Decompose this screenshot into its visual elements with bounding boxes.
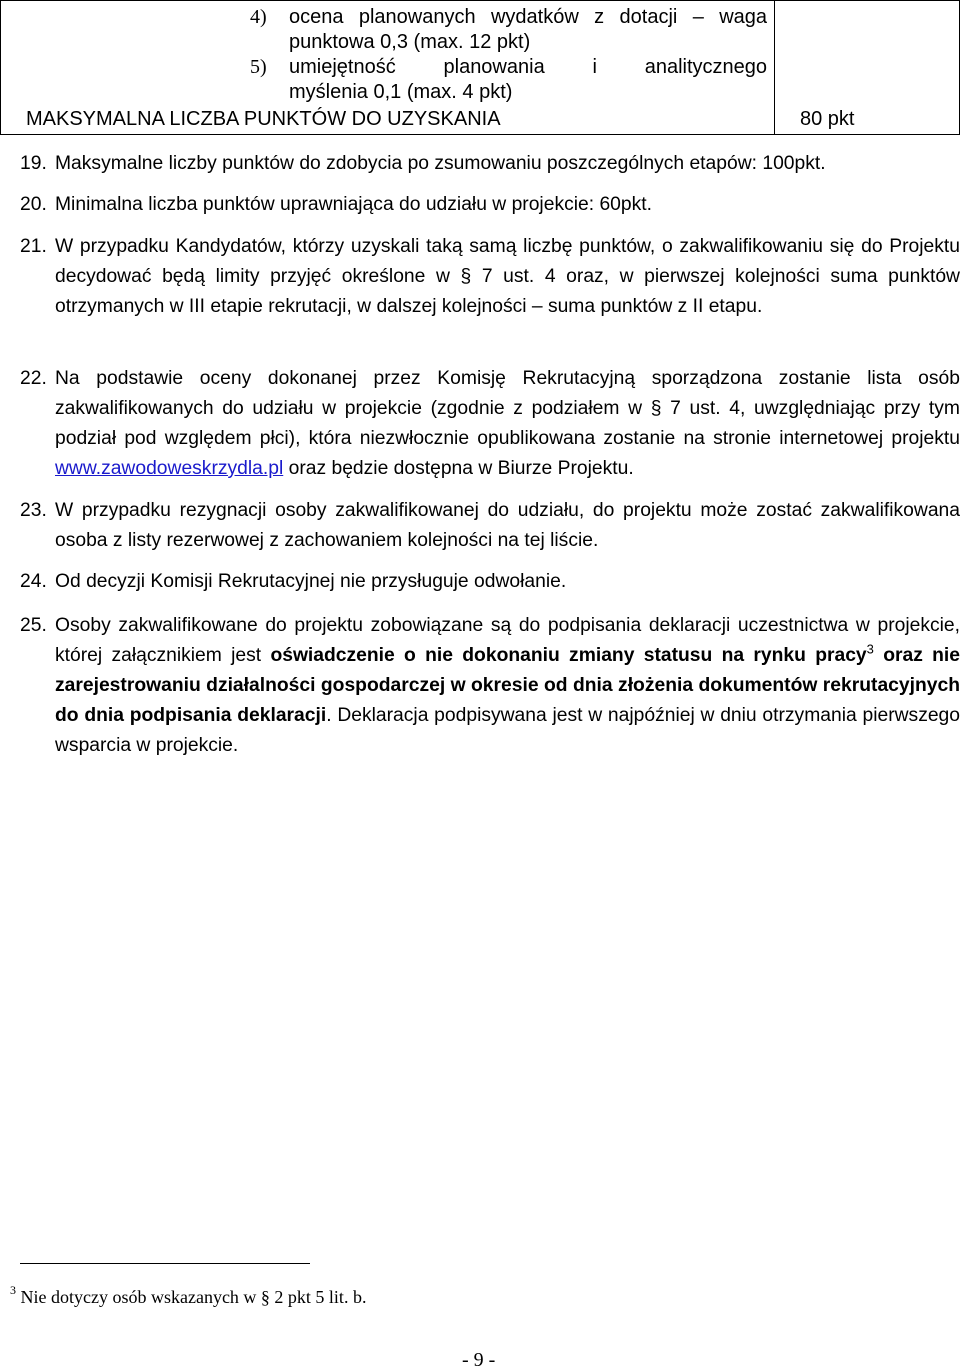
- paragraph-number: 25.: [20, 615, 47, 636]
- max-points-value: 80 pkt: [800, 108, 855, 130]
- paragraph-number: 22.: [20, 368, 47, 389]
- paragraph-text: [55, 611, 960, 761]
- footnote-reference[interactable]: 3: [866, 641, 874, 657]
- footnote-text: Nie dotyczy osób wskazanych w § 2 pkt 5 lit. b.: [16, 1287, 367, 1307]
- criterion-text-line: punktowa 0,3 (max. 12 pkt): [289, 31, 531, 53]
- criterion-text-line: ocena planowanych wydatków z dotacji – waga: [289, 6, 767, 28]
- paragraph-text: Minimalna liczba punktów uprawniająca do udziału w projekcie: 60pkt.: [55, 194, 652, 215]
- bold-statement: oraz nie zarejestrowaniu działalności gospodarczej w okresie od dnia złożenia dokumentów rekrutacyjnych do dnia podpisania deklaracji: [55, 645, 960, 726]
- paragraph-text: [55, 364, 960, 484]
- table-divider: [774, 0, 775, 135]
- paragraph-text-part: Osoby zakwalifikowane do projektu zobowiązane są do podpisania deklaracji uczestnictwa w projekcie, której załącznikiem jest: [55, 615, 960, 666]
- table-border-top: [0, 0, 960, 1]
- project-website-link[interactable]: www.zawodoweskrzydla.pl: [55, 458, 284, 479]
- page-number: - 9 -: [462, 1349, 496, 1371]
- max-points-label: MAKSYMALNA LICZBA PUNKTÓW DO UZYSKANIA: [26, 108, 501, 130]
- paragraph-text: W przypadku rezygnacji osoby zakwalifikowanej do udziału, do projektu może zostać zakwalifikowana osoba z listy rezerwowej z zachowaniem kolejności na tej liście.: [55, 500, 960, 551]
- criterion-item: [250, 55, 770, 105]
- footnote: [10, 1280, 366, 1309]
- criterion-number: 4): [250, 6, 267, 28]
- criterion-number: 5): [250, 56, 267, 78]
- paragraph-number: 19.: [20, 153, 47, 174]
- criterion-item: [250, 5, 770, 55]
- paragraph-text: Od decyzji Komisji Rekrutacyjnej nie przysługuje odwołanie.: [55, 571, 567, 592]
- footnote-number: 3: [10, 1283, 16, 1297]
- paragraph-text: W przypadku Kandydatów, którzy uzyskali taką samą liczbę punktów, o zakwalifikowaniu się do Projektu decydować będą limity przyjęć określone w § 7 ust. 4 oraz, w pierwszej kolejności suma punktów otrzymanych w III etapie rekrutacji, w dalszej kolejności – suma punktów z II etapu.: [55, 236, 960, 317]
- paragraph-number: 23.: [20, 500, 47, 521]
- paragraph-text: Maksymalne liczby punktów do zdobycia po zsumowaniu poszczególnych etapów: 100pkt.: [55, 153, 826, 174]
- paragraph-text-part: Na podstawie oceny dokonanej przez Komisję Rekrutacyjną sporządzona zostanie lista osób zakwalifikowanych do udziału w projekcie (zgodnie z podziałem w § 7 ust. 4, uwzględniając przy tym podział pod względem płci), która niezwłocznie opublikowana zostanie na stronie internetowej projektu: [55, 368, 960, 449]
- score-table: [0, 0, 960, 135]
- bold-statement: oświadczenie o nie dokonaniu zmiany statusu na rynku pracy: [270, 645, 867, 666]
- paragraph-text-part: oraz będzie dostępna w Biurze Projektu.: [283, 458, 634, 479]
- paragraph-number: 20.: [20, 194, 47, 215]
- criterion-text-line: myślenia 0,1 (max. 4 pkt): [289, 81, 513, 103]
- paragraph-text-part: . Deklaracja podpisywana jest w najpóźniej w dniu otrzymania pierwszego wsparcia w projekcie.: [55, 705, 960, 756]
- criterion-text-line: umiejętność planowania i analitycznego: [289, 56, 767, 78]
- paragraph-number: 21.: [20, 236, 47, 257]
- paragraph-number: 24.: [20, 571, 47, 592]
- table-border-left: [0, 0, 1, 135]
- footnote-separator: [20, 1263, 310, 1264]
- table-border-bottom: [0, 134, 960, 135]
